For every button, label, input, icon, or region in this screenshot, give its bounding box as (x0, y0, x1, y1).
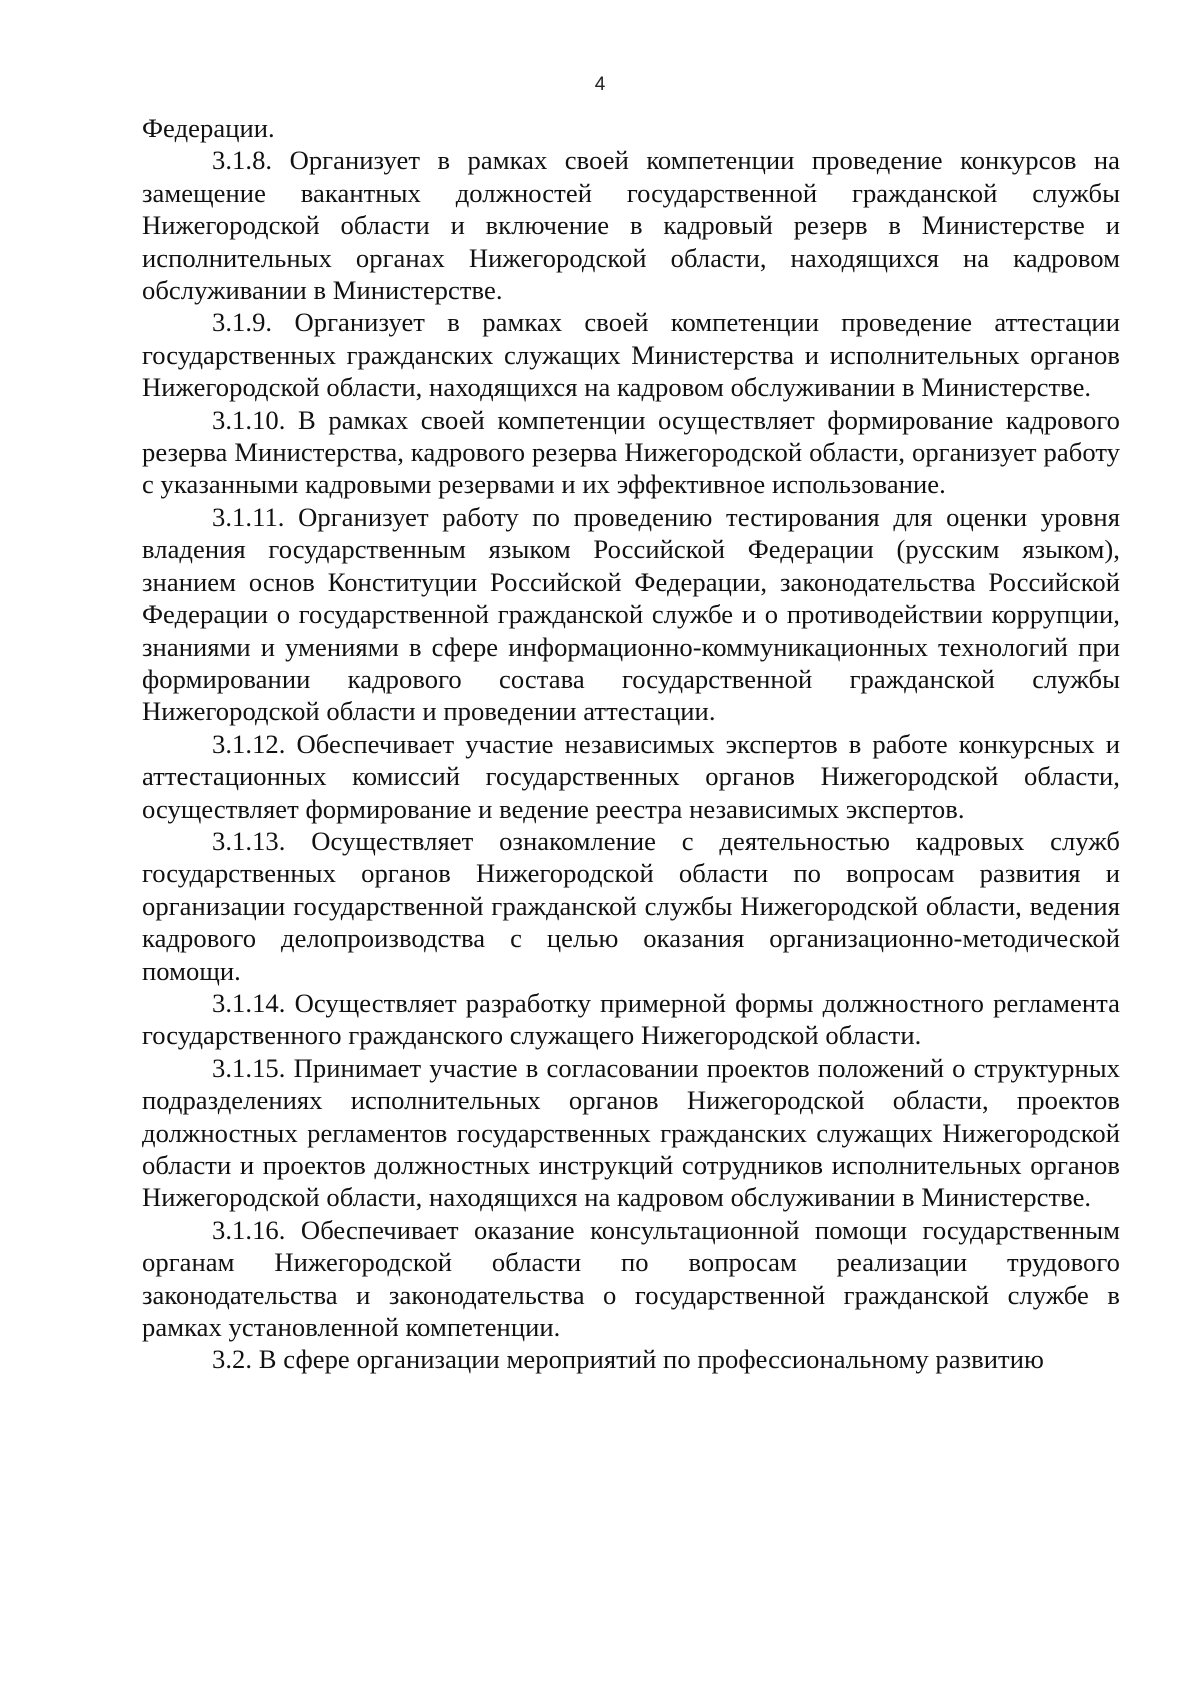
paragraph-3-1-16: 3.1.16. Обеспечивает оказание консультационной помощи государственным органам Нижегородской области по вопросам реализации трудового законодательства и законодательства о государственной гражданской службе в рамках установленной компетенции. (142, 1214, 1120, 1343)
paragraph-3-1-8: 3.1.8. Организует в рамках своей компетенции проведение конкурсов на замещение вакантных должностей государственной гражданской службы Нижегородской области и включение в кадровый резерв в Министерстве и исполнительных органах Нижегородской области, находящихся на кадровом обслуживании в Министерстве. (142, 145, 1120, 306)
paragraph-continuation: Федерации. (142, 113, 275, 143)
paragraph-3-1-14: 3.1.14. Осуществляет разработку примерной формы должностного регламента государственного гражданского служащего Нижегородской области. (142, 987, 1120, 1051)
paragraph-3-1-11: 3.1.11. Организует работу по проведению тестирования для оценки уровня владения государственным языком Российской Федерации (русским языком), знанием основ Конституции Российской Федерации, законодательства Российской Федерации о государственной гражданской службе и о противодействии коррупции, знаниями и умениями в сфере информационно-коммуникационных технологий при формировании кадрового состава государственной гражданской службы Нижегородской области и проведении аттестации. (142, 501, 1120, 727)
document-body (142, 112, 1120, 1376)
paragraph-3-1-10: 3.1.10. В рамках своей компетенции осуществляет формирование кадрового резерва Министерства, кадрового резерва Нижегородской области, организует работу с указанными кадровыми резервами и их эффективное использование. (142, 404, 1120, 500)
paragraph-3-1-12: 3.1.12. Обеспечивает участие независимых экспертов в работе конкурсных и аттестационных комиссий государственных органов Нижегородской области, осуществляет формирование и ведение реестра независимых экспертов. (142, 728, 1120, 824)
page-number: 4 (594, 74, 606, 95)
paragraph-3-1-13: 3.1.13. Осуществляет ознакомление с деятельностью кадровых служб государственных органов Нижегородской области по вопросам развития и организации государственной гражданской службы Нижегородской области, ведения кадрового делопроизводства с целью оказания организационно-методической помощи. (142, 825, 1120, 986)
paragraph-3-2: 3.2. В сфере организации мероприятий по профессиональному развитию (212, 1344, 1044, 1375)
paragraph-3-1-15: 3.1.15. Принимает участие в согласовании проектов положений о структурных подразделениях исполнительных органов Нижегородской области, проектов должностных регламентов государственных гражданских служащих Нижегородской области и проектов должностных инструкций сотрудников исполнительных органов Нижегородской области, находящихся на кадровом обслуживании в Министерстве. (142, 1052, 1120, 1213)
paragraph-3-1-9: 3.1.9. Организует в рамках своей компетенции проведение аттестации государственных гражданских служащих Министерства и исполнительных органов Нижегородской области, находящихся на кадровом обслуживании в Министерстве. (142, 307, 1120, 403)
